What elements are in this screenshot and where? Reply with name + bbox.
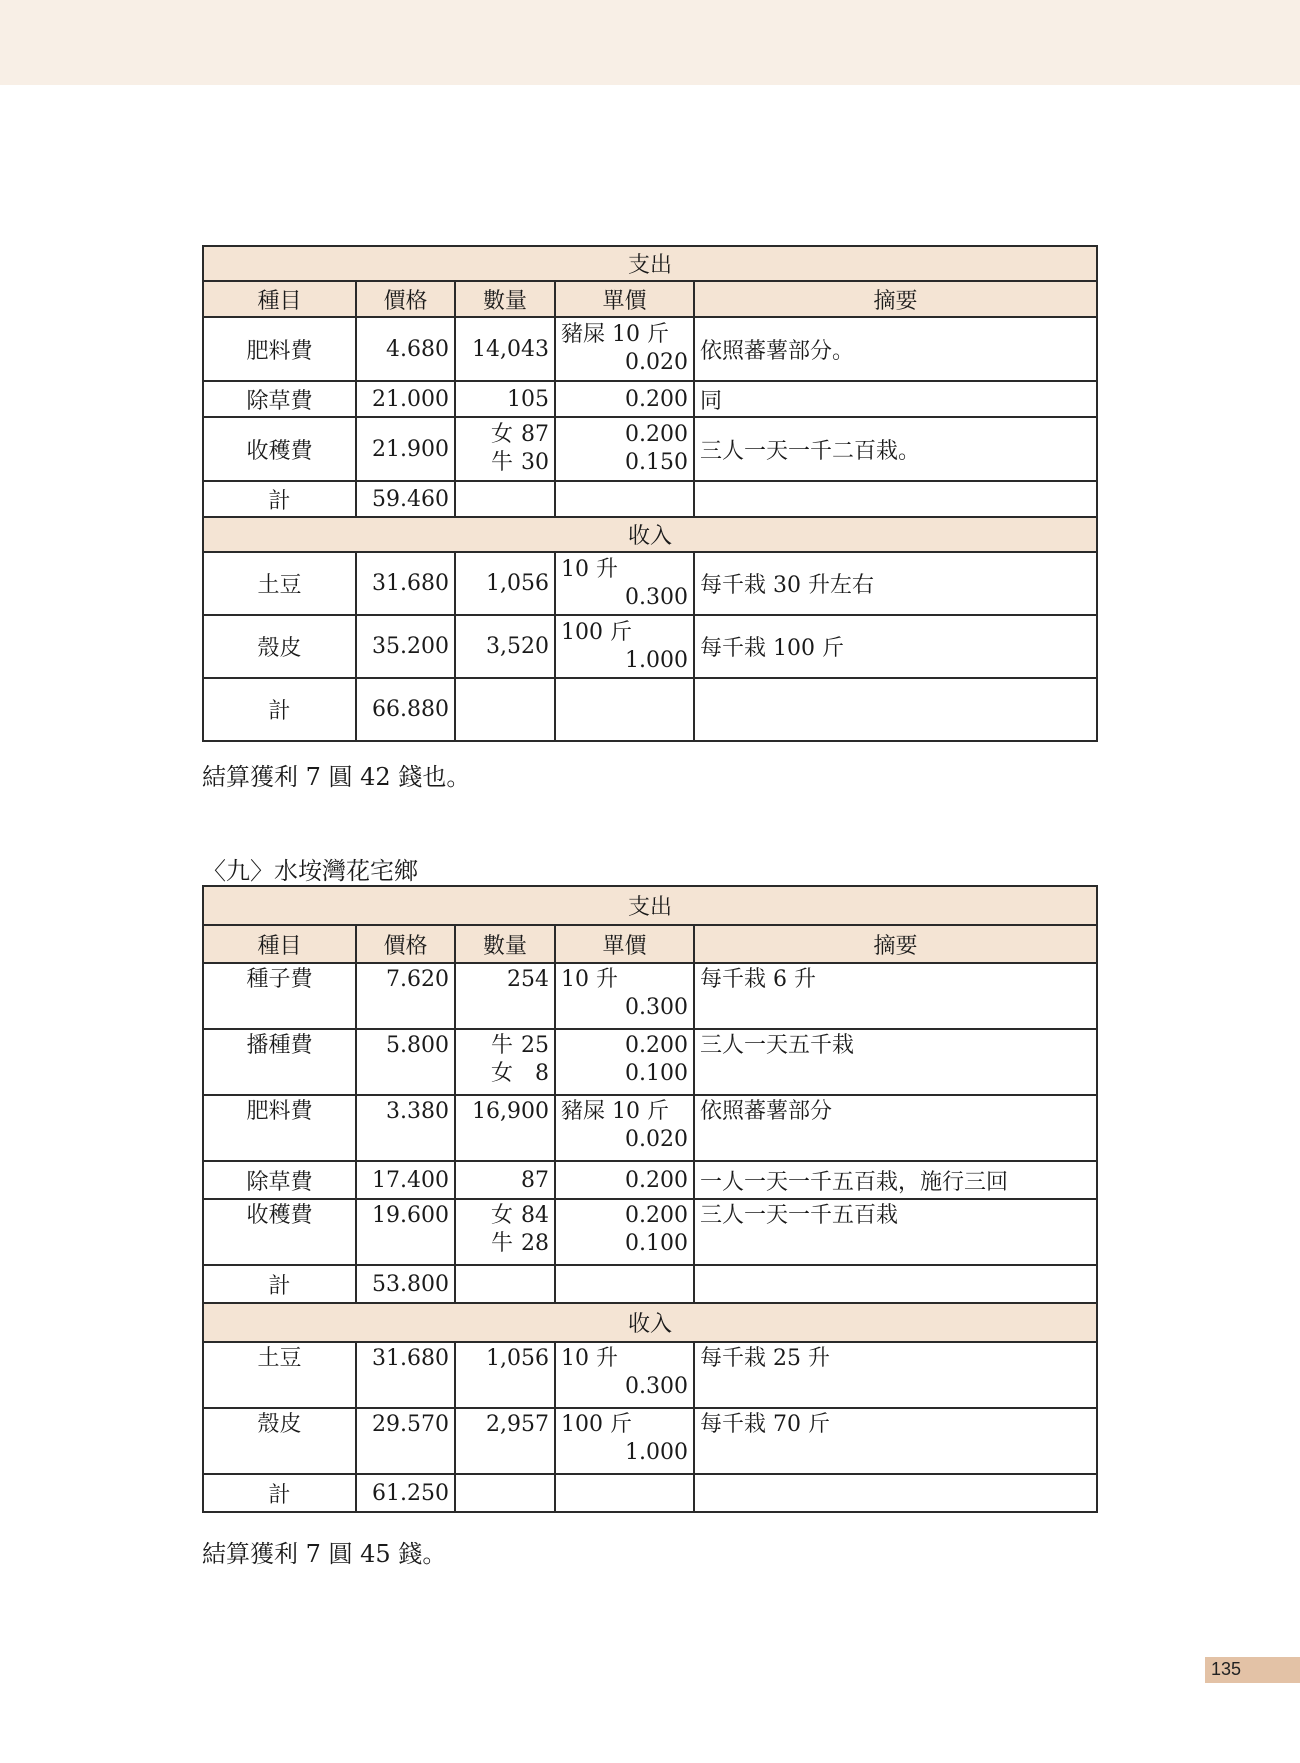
labor-count: 25: [521, 1033, 549, 1058]
income-header: 收入: [203, 1303, 1097, 1342]
total-label: 計: [203, 1265, 356, 1303]
labor-type: 女: [491, 1061, 514, 1086]
price-cell: 3.380: [356, 1095, 455, 1161]
item-cell: 肥料費: [203, 317, 356, 381]
col-header-unit-price: 單價: [555, 925, 694, 963]
summary-cell: 三人一天一千五百栽: [694, 1199, 1097, 1265]
unit-price-value: 0.020: [625, 1127, 688, 1152]
cost-table-1: [202, 245, 1098, 742]
item-cell: 收穫費: [203, 417, 356, 481]
summary-cell: 每千栽 25 升: [694, 1342, 1097, 1408]
price-cell: 31.680: [356, 552, 455, 615]
unit-price-cell: [555, 1199, 694, 1265]
labor-count: 87: [521, 422, 549, 447]
table-row: [203, 552, 1097, 615]
summary-cell: 三人一天五千栽: [694, 1029, 1097, 1095]
expense-header: 支出: [203, 886, 1097, 925]
total-label: 計: [203, 481, 356, 517]
price-cell: 7.620: [356, 963, 455, 1029]
unit-label: 100 斤: [561, 1412, 632, 1437]
unit-price-value: 0.300: [625, 1374, 688, 1399]
top-band: [0, 0, 1300, 85]
item-cell: 土豆: [203, 1342, 356, 1408]
quantity-cell: [455, 417, 555, 481]
total-label: 計: [203, 1474, 356, 1512]
labor-type: 女: [491, 1203, 514, 1228]
item-cell: 殼皮: [203, 615, 356, 678]
settlement-result-1: 結算獲利 7 圓 42 錢也。: [202, 763, 471, 791]
unit-price-value: 1.000: [625, 647, 688, 673]
unit-price-cell: [555, 552, 694, 615]
labor-count: 30: [521, 450, 549, 475]
col-header-unit-price: 單價: [555, 281, 694, 317]
table-row: [203, 615, 1097, 678]
item-cell: 種子費: [203, 963, 356, 1029]
total-price: 59.460: [356, 481, 455, 517]
expense-total-row: [203, 481, 1097, 517]
unit-price-cell: [555, 1408, 694, 1474]
unit-label: 豬屎 10 斤: [561, 1099, 669, 1124]
labor-type: 牛: [491, 1231, 514, 1256]
unit-price-cell: [555, 1342, 694, 1408]
total-price: 61.250: [356, 1474, 455, 1512]
unit-price-value: 0.200: [625, 1203, 688, 1228]
summary-cell: 每千栽 6 升: [694, 963, 1097, 1029]
unit-price-value: 0.200: [625, 422, 688, 447]
unit-price-cell: 0.200: [555, 381, 694, 417]
item-cell: 殼皮: [203, 1408, 356, 1474]
price-cell: 35.200: [356, 615, 455, 678]
unit-price-value: 0.020: [625, 350, 688, 375]
labor-type: 牛: [491, 450, 514, 475]
unit-price-cell: 0.200: [555, 1161, 694, 1199]
table-row: [203, 381, 1097, 417]
col-header-price: 價格: [356, 281, 455, 317]
unit-price-cell: [555, 963, 694, 1029]
quantity-cell: 254: [455, 963, 555, 1029]
total-label: 計: [203, 678, 356, 741]
unit-price-cell: [555, 317, 694, 381]
section-title: 〈九〉水垵灣花宅鄉: [202, 857, 418, 885]
price-cell: 21.000: [356, 381, 455, 417]
cost-table-2: [202, 885, 1098, 1513]
labor-type: 牛: [491, 1033, 514, 1058]
quantity-cell: 16,900: [455, 1095, 555, 1161]
table-row: [203, 1199, 1097, 1265]
col-header-item: 種目: [203, 281, 356, 317]
quantity-cell: 1,056: [455, 1342, 555, 1408]
price-cell: 31.680: [356, 1342, 455, 1408]
total-price: 66.880: [356, 678, 455, 741]
price-cell: 4.680: [356, 317, 455, 381]
income-total-row: [203, 1474, 1097, 1512]
unit-price-cell: [555, 1029, 694, 1095]
labor-count: 28: [521, 1231, 549, 1256]
price-cell: 29.570: [356, 1408, 455, 1474]
table-row: [203, 1095, 1097, 1161]
unit-label: 10 升: [561, 967, 618, 992]
summary-cell: 每千栽 70 斤: [694, 1408, 1097, 1474]
unit-price-value: 0.100: [625, 1061, 688, 1086]
quantity-cell: 14,043: [455, 317, 555, 381]
unit-label: 豬屎 10 斤: [561, 322, 669, 347]
summary-cell: 每千栽 30 升左右: [694, 552, 1097, 615]
unit-price-value: 0.100: [625, 1231, 688, 1256]
table-row: [203, 317, 1097, 381]
unit-price-cell: [555, 417, 694, 481]
col-header-quantity: 數量: [455, 281, 555, 317]
total-price: 53.800: [356, 1265, 455, 1303]
unit-price-cell: [555, 615, 694, 678]
quantity-cell: 105: [455, 381, 555, 417]
unit-price-value: 1.000: [625, 1440, 688, 1465]
item-cell: 除草費: [203, 381, 356, 417]
settlement-result-2: 結算獲利 7 圓 45 錢。: [202, 1540, 447, 1568]
table-row: [203, 1029, 1097, 1095]
table-row: [203, 417, 1097, 481]
table-row: [203, 1161, 1097, 1199]
summary-cell: 一人一天一千五百栽，施行三回: [694, 1161, 1097, 1199]
quantity-cell: 87: [455, 1161, 555, 1199]
unit-label: 10 升: [561, 1346, 618, 1371]
unit-price-value: 0.300: [625, 995, 688, 1020]
unit-label: 10 升: [561, 556, 618, 582]
table-row: [203, 1342, 1097, 1408]
quantity-cell: 1,056: [455, 552, 555, 615]
expense-header: 支出: [203, 246, 1097, 281]
summary-cell: 依照蕃薯部分。: [694, 317, 1097, 381]
summary-cell: 依照蕃薯部分: [694, 1095, 1097, 1161]
income-header: 收入: [203, 517, 1097, 552]
price-cell: 21.900: [356, 417, 455, 481]
item-cell: 收穫費: [203, 1199, 356, 1265]
table-row: [203, 1408, 1097, 1474]
unit-label: 100 斤: [561, 619, 632, 645]
labor-count: 8: [535, 1061, 549, 1086]
labor-count: 84: [521, 1203, 549, 1228]
unit-price-value: 0.150: [625, 450, 688, 475]
summary-cell: 每千栽 100 斤: [694, 615, 1097, 678]
price-cell: 5.800: [356, 1029, 455, 1095]
table-row: [203, 963, 1097, 1029]
labor-type: 女: [491, 422, 514, 447]
col-header-summary: 摘要: [694, 281, 1097, 317]
quantity-cell: 3,520: [455, 615, 555, 678]
summary-cell: 同: [694, 381, 1097, 417]
quantity-cell: [455, 1029, 555, 1095]
expense-total-row: [203, 1265, 1097, 1303]
page-number: 135: [1211, 1659, 1242, 1679]
unit-price-cell: [555, 1095, 694, 1161]
quantity-cell: [455, 1199, 555, 1265]
summary-cell: 三人一天一千二百栽。: [694, 417, 1097, 481]
item-cell: 肥料費: [203, 1095, 356, 1161]
income-total-row: [203, 678, 1097, 741]
col-header-price: 價格: [356, 925, 455, 963]
unit-price-value: 0.300: [625, 584, 688, 610]
item-cell: 土豆: [203, 552, 356, 615]
item-cell: 除草費: [203, 1161, 356, 1199]
price-cell: 19.600: [356, 1199, 455, 1265]
col-header-quantity: 數量: [455, 925, 555, 963]
price-cell: 17.400: [356, 1161, 455, 1199]
col-header-summary: 摘要: [694, 925, 1097, 963]
quantity-cell: 2,957: [455, 1408, 555, 1474]
unit-price-value: 0.200: [625, 1033, 688, 1058]
col-header-item: 種目: [203, 925, 356, 963]
item-cell: 播種費: [203, 1029, 356, 1095]
